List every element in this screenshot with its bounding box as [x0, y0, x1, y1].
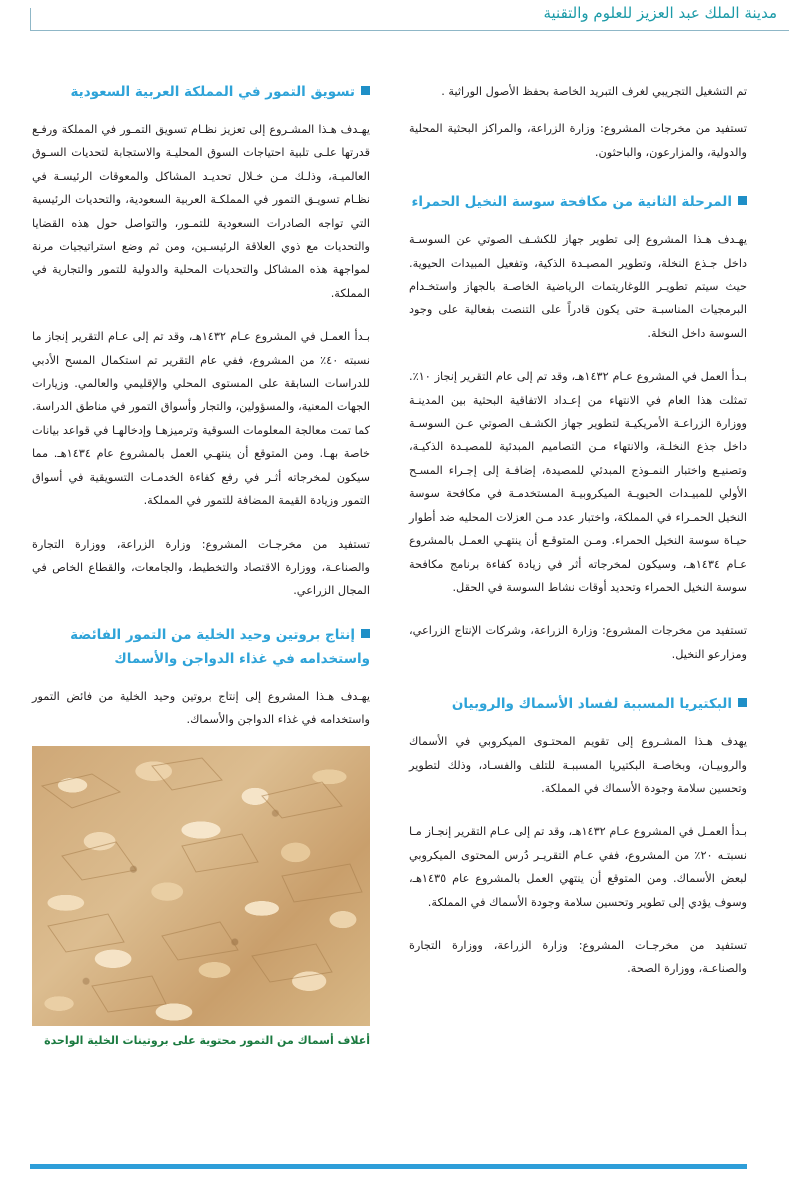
section-heading-red-palm-weevil: المرحلة الثانية من مكافحة سوسة النخيل الحمراء: [409, 190, 747, 214]
header-title: مدينة الملك عبد العزيز للعلوم والتقنية: [543, 4, 777, 22]
paragraph-weevil-progress: بـدأ العمل في المشروع عـام ١٤٣٢هـ، وقد تم إلى عام التقرير إنجاز ١٠٪. تمثلت هذا العام في الانتهاء من إعـداد الاتفاقية البحثية بين المدينـة ووزارة الزراعـة الأمريكيـة لتطوير جهاز الكشـف الصوتي عـن السوسـة داخل جذع النخلـة، والانتهاء مـن التصاميم المبدئية للمصيـدة الذكيـة، وتصنيـع واختبار النمـوذج المبدئي للمصيدة، إضافـة إلى إجـراء المسـح الأولي للمبيـدات الحيويـة الميكروبيـة المستخدمـة في مكافحة سوسة النخيل الحمـراء في المملكة، واختبار عدد مـن العزلات المحليه ضد أطوار حيـاة سوسة النخيل الحمراء. ومـن المتوقـع أن ينتهـي العمـل بالمشروع عـام ١٤٣٤هـ، وسيكون لمخرجاته أثر في زيادة كفاءة برنامج مكافحة سوسة النخيل الحمراء وتحديد أوقات نشاط السوسة في الحقل.: [409, 370, 748, 594]
header-rule: [30, 30, 789, 31]
paragraph-protein-goal: يهـدف هـذا المشروع إلى إنتاج بروتين وحيد الخلية من فائض التمور واستخدامه في غذاء الدواجن والأسماك.: [32, 689, 370, 727]
section-heading-date-marketing: تسويق التمور في المملكة العربية السعودية: [32, 80, 370, 104]
photo-caption: أعلاف أسماك من التمور محتوية على بروتينات الخلية الواحدة: [44, 1033, 370, 1047]
left-column: [32, 80, 370, 1050]
paragraph-marketing-goal: يهـدف هـذا المشـروع إلى تعزيز نظـام تسويق التمـور في المملكة ورفـع قدرتها علـى تلبية احتياجات السوق المحليـة والاستجابة لتحديات السـوق العالميـة، وذلـك مـن خـلال تحديـد المشاكل والمعوقات الرئيسـة في نظـام تسويـق التمور في المملكـة العربية السعودية، والتحديات الرئيسية التي تواجه الصادرات السعودية للتمـور، والتواصل حول هذه القضايا والتحديات مع ذوي العلاقة الرئيسـين، ومن ثم وضع استراتيجيات مرنة لمواجهة هذه المشاكل والتحديات المحلية والدولية للتمور والتجارية في المملكة.: [32, 123, 370, 300]
paragraph-fish-beneficiaries: تستفيد من مخرجـات المشروع: وزارة الزراعة، ووزارة التجارة والصناعـة، ووزارة الصحة.: [409, 938, 747, 976]
right-column: [409, 80, 747, 981]
footer-bar: [30, 1164, 747, 1169]
square-bullet-icon: [738, 698, 747, 707]
square-bullet-icon: [361, 86, 370, 95]
paragraph-weevil-goal: يهـدف هـذا المشروع إلى تطوير جهاز للكشـف الصوتي عن السوسـة داخل جـذع النخلة، وتطوير المصيـدة الذكية، وتفعيل المبيدات الحيوية. حيث سيتم تطويـر اللوغاريتمات الرياضية الخاصـة بالجهاز واستخـدام البرمجيات المناسبـة حتى يكون قادراً على التنصت بفعالية على وجود السوسة داخل النخلة.: [409, 233, 747, 340]
paragraph-marketing-progress: بـدأ العمـل في المشروع عـام ١٤٣٢هـ، وقد تم إلى عـام التقرير إنجاز ما نسبته ٤٠٪ من المشروع، ففي عام التقرير تم استكمال المسح الأدبي للدراسات السابقة على المستوى المحلي والإقليمي والعالمي. وزيارات الجهات المعنية، والمسؤولين، والتجار وأسواق التمور في مناطق الدراسة. كما تمت معالجة المعلومات السوقية وترميزهـا وإدخالهـا في قواعد بيانات خاصة بهـا. ومن المتوقع أن ينتهـي العمل بالمشروع عام ١٤٣٤هـ. مما سيكون لمخرجاته أثـر في رفع كفاءة الخدمـات التسويقية في أسواق التمور وزيادة القيمة المضافة للتمور في المملكة.: [32, 330, 371, 508]
fish-feed-flakes-photo: [32, 746, 370, 1026]
square-bullet-icon: [361, 629, 370, 638]
paragraph-weevil-beneficiaries: تستفيد من مخرجات المشروع: وزارة الزراعة، وشركات الإنتاج الزراعي، ومزارعو النخيل.: [409, 624, 747, 661]
paragraph-fish-goal: يهدف هـذا المشـروع إلى تقويم المحتـوى الميكروبي في الأسماك والروبيـان، وبخاصـة البكتيريا المسببـة للتلف والفسـاد، وذلك لتطوير وتحسين سلامة وجودة الأسماك في المملكة.: [409, 735, 747, 795]
paragraph-intro-beneficiaries: تستفيد من مخرجات المشروع: وزارة الزراعة، والمراكز البحثية المحلية والدولية، والمزارعون، والباحثون.: [409, 122, 747, 159]
header-rule-cap: [30, 8, 31, 30]
page-header: [0, 0, 789, 34]
square-bullet-icon: [738, 196, 747, 205]
section-heading-fish-bacteria: البكتيريا المسببة لفساد الأسماك والروبيان: [409, 692, 747, 716]
section-heading-single-cell-protein: إنتاج بروتين وحيد الخلية من التمور الفائضة واستخدامه في غذاء الدواجن والأسماك: [70, 626, 370, 667]
paragraph-intro-cooling: تم التشغيل التجريبي لغرف التبريد الخاصة بحفظ الأصول الوراثية .: [441, 85, 747, 98]
paragraph-marketing-beneficiaries: تستفيد من مخرجـات المشروع: وزارة الزراعة، ووزارة التجارة والصناعـة، ووزارة الاقتصاد والتخطيط، والجامعات، والقطاع الخاص في المجال الزراعي.: [32, 537, 370, 598]
flake-texture: [32, 746, 370, 1026]
paragraph-fish-progress: بـدأ العمـل في المشروع عـام ١٤٣٢هـ، وقد تم إلى عـام التقرير إنجـاز مـا نسبتـه ٢٠٪ من المشروع، ففي عـام التقريـر دُرس المحتوى الميكروبي لبعض الأسماك. ومن المتوقع أن ينتهي العمل بالمشروع عام ١٤٣٥هـ، وسوف يؤدي إلى تطوير وتحسين سلامة وجودة الأسماك في المملكة.: [409, 825, 747, 909]
